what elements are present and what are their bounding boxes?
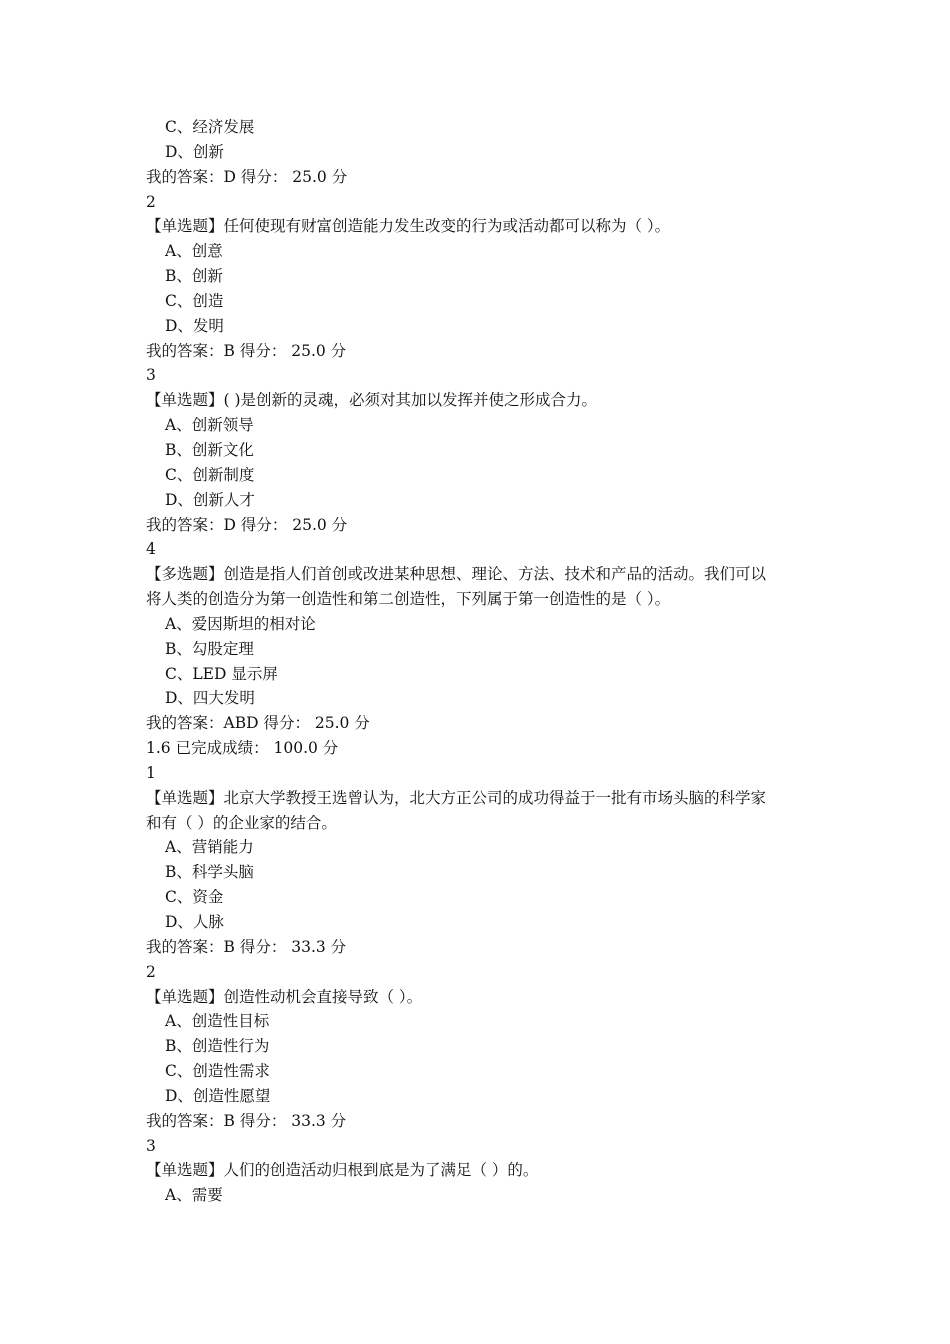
text-line: 我的答案：B 得分： 33.3 分 xyxy=(146,937,347,956)
text-line: 我的答案：ABD 得分： 25.0 分 xyxy=(146,714,370,733)
answer-option: C、经济发展 xyxy=(165,118,255,136)
text-line: 我的答案：D 得分： 25.0 分 xyxy=(146,515,348,534)
answer-option: D、四大发明 xyxy=(165,689,255,708)
text-line: 1.6 已完成成绩： 100.0 分 xyxy=(146,739,339,758)
text-line: 1 xyxy=(146,763,156,782)
text-line: 将人类的创造分为第一创造性和第二创造性，下列属于第一创造性的是（ ）。 xyxy=(146,590,671,609)
answer-option: A、爱因斯坦的相对论 xyxy=(165,614,316,633)
answer-option: A、创意 xyxy=(165,242,223,261)
answer-option: B、科学头脑 xyxy=(165,863,254,882)
text-line: 2 xyxy=(146,962,156,981)
text-line: 【单选题】人们的创造活动归根到底是为了满足（ ）的。 xyxy=(146,1161,539,1180)
text-line: 我的答案：B 得分： 25.0 分 xyxy=(146,341,347,360)
text-line: 和有（ ）的企业家的结合。 xyxy=(146,813,337,832)
document-page xyxy=(0,115,950,1208)
text-line: 我的答案：B 得分： 33.3 分 xyxy=(146,1111,347,1130)
text-line: 【单选题】创造性动机会直接导致（ ）。 xyxy=(146,987,423,1006)
answer-option: C、资金 xyxy=(165,888,224,907)
text-line: 【多选题】创造是指人们首创或改进某种思想、理论、方法、技术和产品的活动。我们可以 xyxy=(146,565,767,584)
answer-option: B、创新 xyxy=(165,267,223,286)
answer-option: D、创新人才 xyxy=(165,490,255,509)
text-line: 3 xyxy=(146,366,156,385)
text-line: 【单选题】任何使现有财富创造能力发生改变的行为或活动都可以称为（ ）。 xyxy=(146,217,671,236)
answer-option: C、创新制度 xyxy=(165,465,255,484)
answer-option: B、勾股定理 xyxy=(165,639,254,658)
answer-option: A、营销能力 xyxy=(165,838,254,857)
text-line: 我的答案：D 得分： 25.0 分 xyxy=(146,167,348,186)
text-line: 2 xyxy=(146,192,156,211)
text-line: 【单选题】( )是创新的灵魂，必须对其加以发挥并使之形成合力。 xyxy=(146,391,598,410)
answer-option: C、创造 xyxy=(165,291,224,310)
answer-option: D、人脉 xyxy=(165,913,224,931)
answer-option: B、创新文化 xyxy=(165,440,254,459)
answer-option: D、发明 xyxy=(165,316,224,335)
answer-option: A、需要 xyxy=(165,1186,223,1205)
text-line: 4 xyxy=(146,540,156,559)
answer-option: B、创造性行为 xyxy=(165,1037,270,1056)
text-line: 【单选题】北京大学教授王选曾认为，北大方正公司的成功得益于一批有市场头脑的科学家 xyxy=(146,788,767,807)
answer-option: A、创造性目标 xyxy=(165,1012,270,1031)
answer-option: D、创新 xyxy=(165,142,224,161)
answer-option: A、创新领导 xyxy=(165,416,254,435)
answer-option: D、创造性愿望 xyxy=(165,1086,271,1105)
answer-option: C、创造性需求 xyxy=(165,1062,270,1081)
text-line: 3 xyxy=(146,1136,156,1155)
answer-option: C、LED 显示屏 xyxy=(165,664,278,683)
